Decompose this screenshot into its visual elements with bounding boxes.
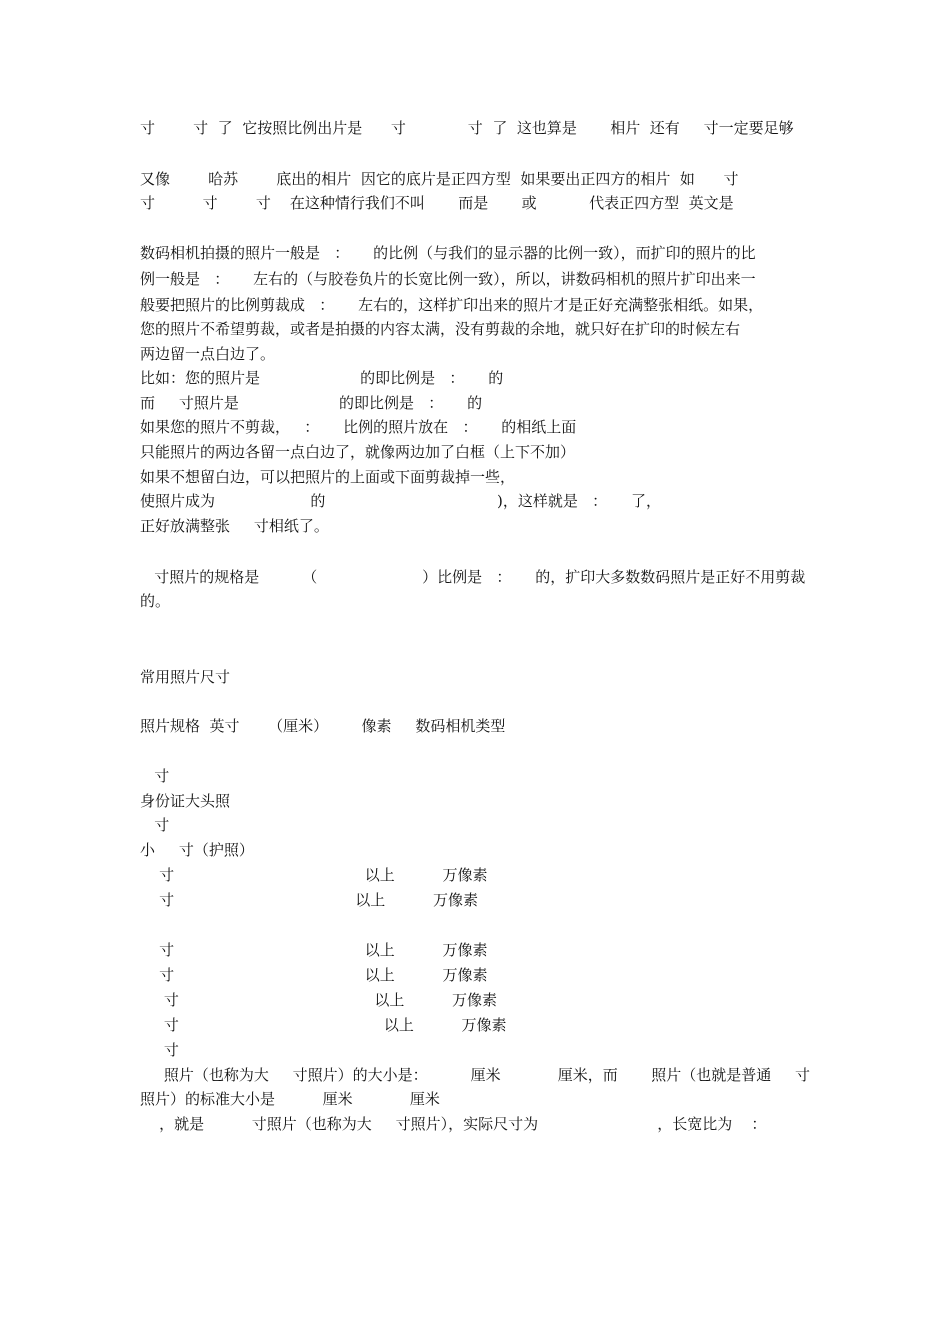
- table-row: 寸 以上 万像素: [140, 941, 488, 959]
- table-row: 寸: [140, 767, 170, 785]
- table-row: 寸 以上 万像素: [140, 866, 488, 884]
- table-row: 寸 以上 万像素: [140, 891, 478, 909]
- text-line: 如果不想留白边，可以把照片的上面或下面剪裁掉一些，: [140, 468, 516, 486]
- table-row: 身份证大头照: [140, 792, 231, 810]
- text-line: 例一般是 ： 左右的（与胶卷负片的长宽比例一致），所以，讲数码相机的照片扩印出来一: [140, 270, 756, 288]
- text-line: 使照片成为 的 )，这样就是 ： 了，: [140, 492, 662, 510]
- text-line: 照片（也称为大 寸照片）的大小是： 厘米 厘米，而 照片（也就是普通 寸: [140, 1066, 811, 1084]
- text-line: 而 寸照片是 的即比例是 ： 的: [140, 394, 483, 412]
- text-line: 般要把照片的比例剪裁成 ： 左右的，这样扩印出来的照片才是正好充满整张相纸。如果，: [140, 296, 764, 314]
- text-line: 照片）的标准大小是 厘米 厘米: [140, 1090, 440, 1108]
- table-row: 寸 以上 万像素: [140, 991, 498, 1009]
- table-row: 寸: [140, 816, 170, 834]
- text-line: 寸 寸 了 它按照比例出片是 寸 寸 了 这也算是 相片 还有 寸一定要足够: [140, 119, 794, 137]
- text-line: 两边留一点白边了。: [140, 345, 276, 363]
- text-line: 只能照片的两边各留一点白边了，就像两边加了白框（上下不加）: [140, 443, 576, 461]
- text-line: ，就是 寸照片（也称为大 寸照片），实际尺寸为 ，长宽比为 ：: [140, 1115, 767, 1133]
- table-row: 寸 以上 万像素: [140, 966, 488, 984]
- text-line: 正好放满整张 寸相纸了。: [140, 517, 329, 535]
- text-line: 如果您的照片不剪裁， ： 比例的照片放在 ： 的相纸上面: [140, 418, 577, 436]
- text-line: 比如：您的照片是 的即比例是 ： 的: [140, 369, 504, 387]
- table-row: 寸 以上 万像素: [140, 1016, 507, 1034]
- text-line: 寸 寸 寸 在这种情行我们不叫 而是 或 代表正四方型 英文是: [140, 194, 734, 212]
- table-row: 寸: [140, 1041, 179, 1059]
- table-row: 小 寸（护照）: [140, 841, 254, 859]
- text-line: 寸照片的规格是 （ ）比例是 ： 的，扩印大多数数码照片是正好不用剪裁: [140, 568, 806, 586]
- table-header: 照片规格 英寸 （厘米） 像素 数码相机类型: [140, 717, 506, 735]
- text-line: 数码相机拍摄的照片一般是 ： 的比例（与我们的显示器的比例一致），而扩印的照片的比: [140, 244, 756, 262]
- text-line: 又像 哈苏 底出的相片 因它的底片是正四方型 如果要出正四方的相片 如 寸: [140, 170, 739, 188]
- text-line: 您的照片不希望剪裁，或者是拍摄的内容太满，没有剪裁的余地，就只好在扩印的时候左右: [140, 320, 741, 338]
- text-line: 的。: [140, 592, 171, 610]
- section-heading: 常用照片尺寸: [140, 668, 231, 686]
